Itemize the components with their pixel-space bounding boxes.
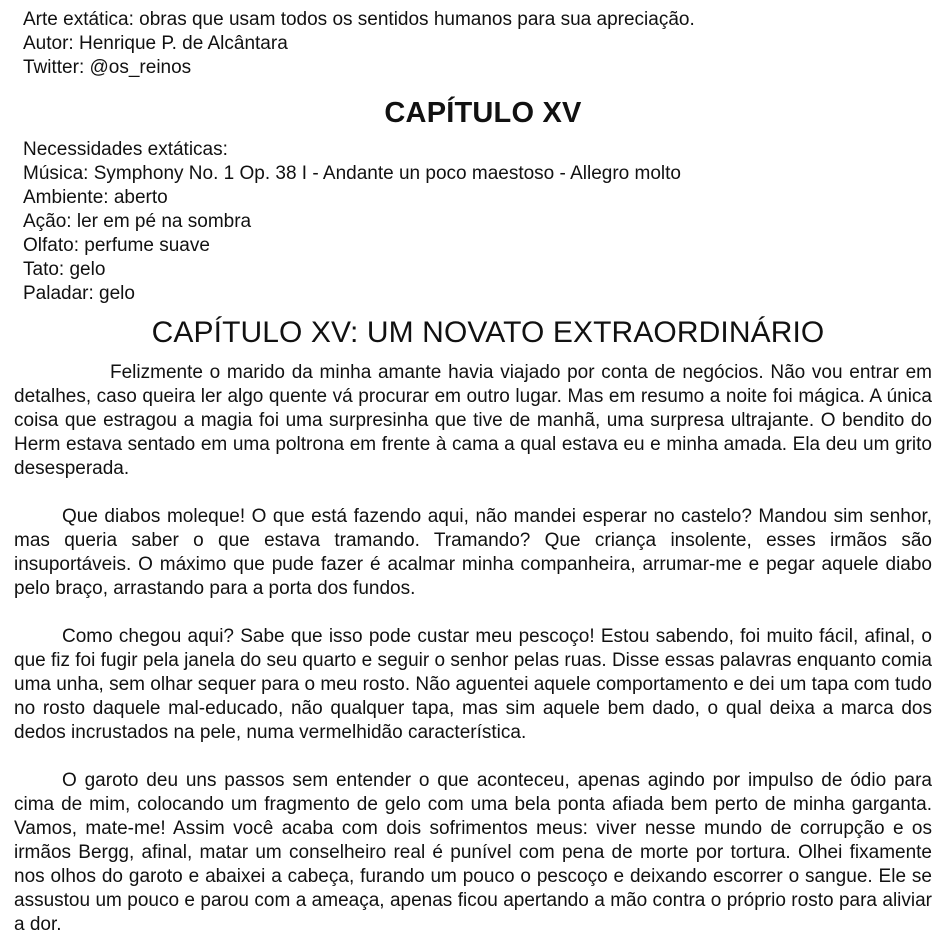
needs-music: Música: Symphony No. 1 Op. 38 I - Andante un poco maestoso - Allegro molto (23, 163, 681, 184)
art-description: Arte extática: obras que usam todos os sentidos humanos para sua apreciação. (23, 9, 695, 30)
paragraph: Felizmente o marido da minha amante havia viajado por conta de negócios. Não vou entrar em detalhes, caso queira ler algo quente vá procurar em outro lugar. Mas em resumo a noite foi mágica. A única coisa que estragou a magia foi uma surpresinha que tive de manhã, uma surpresa ultrajante. O bendito do Herm estava sentado em uma poltrona em frente à cama a qual estava eu e minha amada. Ela deu um grito desesperada. (14, 362, 932, 479)
twitter-handle: Twitter: @os_reinos (23, 57, 192, 78)
document-header (23, 8, 923, 80)
chapter-heading: CAPÍTULO XV (384, 97, 582, 129)
chapter-title: CAPÍTULO XV: UM NOVATO EXTRAORDINÁRIO (151, 316, 825, 349)
needs-environment: Ambiente: aberto (23, 187, 168, 208)
author-line: Autor: Henrique P. de Alcântara (23, 33, 288, 54)
needs-smell: Olfato: perfume suave (23, 235, 210, 256)
needs-taste: Paladar: gelo (23, 283, 135, 304)
paragraph: Como chegou aqui? Sabe que isso pode custar meu pescoço! Estou sabendo, foi muito fácil, afinal, o que fiz foi fugir pela janela do seu quarto e seguir o senhor pelas ruas. Disse essas palavras enquanto comia uma unha, sem olhar sequer para o meu rosto. Não aguentei aquele comportamento e dei um tapa com tudo no rosto daquele mal-educado, não qualquer tapa, mas sim aquele bem dado, o qual deixa a marca dos dedos incrustados na pele, numa vermelhidão característica. (14, 626, 932, 743)
paragraph: Que diabos moleque! O que está fazendo aqui, não mandei esperar no castelo? Mandou sim senhor, mas queria saber o que estava tramando. Tramando? Que criança insolente, esses irmãos são insuportáveis. O máximo que pude fazer é acalmar minha companheira, arrumar-me e pegar aquele diabo pelo braço, arrastando para a porta dos fundos. (14, 506, 932, 599)
needs-title: Necessidades extáticas: (23, 139, 228, 160)
needs-touch: Tato: gelo (23, 259, 106, 280)
chapter-body (14, 361, 932, 940)
ecstatic-needs-list (23, 138, 923, 306)
paragraph: O garoto deu uns passos sem entender o que aconteceu, apenas agindo por impulso de ódio para cima de mim, colocando um fragmento de gelo com uma bela ponta afiada bem perto de minha garganta. Vamos, mate-me! Assim você acaba com dois sofrimentos meus: viver nesse mundo de corrupção e os irmãos Bergg, afinal, matar um conselheiro real é punível com pena de morte por tortura. Olhei fixamente nos olhos do garoto e abaixei a cabeça, furando um pouco o pescoço e deixando escorrer o sangue. Ele se assustou um pouco e parou com a ameaça, apenas ficou apertando a mão contra o próprio rosto para aliviar a dor. (14, 770, 932, 935)
needs-action: Ação: ler em pé na sombra (23, 211, 252, 232)
